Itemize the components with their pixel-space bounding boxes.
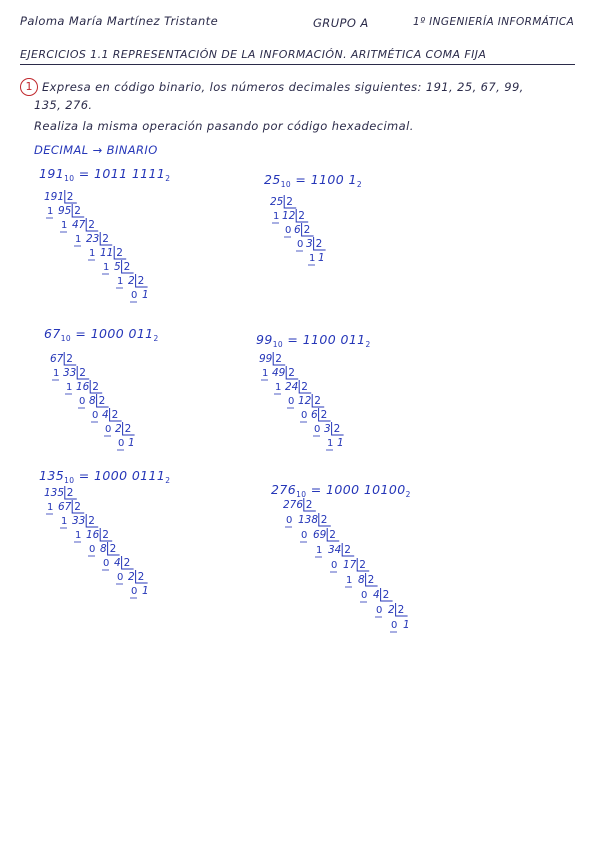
- remainder: 0: [288, 396, 295, 407]
- ladder-191: [44, 190, 149, 302]
- remainder: 0: [118, 438, 125, 449]
- divisor: 2: [88, 515, 95, 527]
- divisor: 2: [288, 367, 295, 379]
- quotient: 2: [128, 571, 135, 583]
- divisor: 2: [305, 499, 313, 511]
- remainder: 0: [361, 590, 368, 601]
- remainder: 0: [92, 410, 99, 421]
- quotient: 67: [50, 353, 64, 365]
- remainder: 0: [331, 560, 338, 571]
- remainder: 0: [79, 396, 86, 407]
- quotient: 16: [86, 529, 100, 541]
- remainder: 1: [262, 368, 269, 379]
- divisor: 2: [344, 544, 351, 556]
- quotient: 2: [388, 604, 395, 616]
- quotient: 69: [313, 529, 327, 541]
- remainder: 1: [309, 253, 316, 264]
- ladder-67: [50, 352, 135, 450]
- quotient: 47: [72, 219, 86, 231]
- remainder: 1: [47, 206, 54, 217]
- section-heading: DECIMAL → BINARIO: [34, 143, 158, 157]
- divisor: 2: [116, 247, 123, 259]
- divisor: 2: [74, 501, 81, 513]
- quotient: 11: [100, 247, 114, 259]
- ladder-276: [283, 498, 410, 632]
- quotient: 8: [89, 395, 96, 407]
- divisor: 2: [88, 219, 95, 231]
- quotient: 1: [142, 585, 149, 597]
- result-99: $99_{10} = 1100$ $011_2$: [256, 332, 371, 349]
- quotient: 1: [403, 619, 410, 631]
- remainder: 0: [301, 410, 308, 421]
- quotient: 2: [128, 275, 135, 287]
- remainder: 1: [275, 382, 282, 393]
- divisor: 2: [298, 210, 305, 222]
- divisor: 2: [66, 487, 74, 499]
- divisor: 2: [98, 395, 106, 407]
- divisor: 2: [303, 224, 311, 236]
- quotient: 33: [63, 367, 77, 379]
- divisor: 2: [66, 353, 73, 365]
- quotient: 276: [283, 499, 304, 511]
- quotient: 33: [72, 515, 86, 527]
- divisor: 2: [329, 529, 336, 541]
- divisor: 2: [367, 574, 375, 586]
- remainder: 0: [301, 530, 308, 541]
- author-name: Paloma María Martínez Tristante: [20, 14, 219, 28]
- divisor: 2: [397, 604, 405, 616]
- quotient: 4: [373, 589, 380, 601]
- divisor: 2: [102, 233, 109, 245]
- quotient: 99: [259, 353, 273, 365]
- quotient: 17: [343, 559, 357, 571]
- remainder: 1: [75, 530, 82, 541]
- divisor: 2: [74, 205, 81, 217]
- divisor: 2: [301, 381, 308, 393]
- quotient: 6: [311, 409, 318, 421]
- remainder: 1: [53, 368, 60, 379]
- divisor: 2: [111, 409, 119, 421]
- divisor: 2: [359, 559, 366, 571]
- quotient: 12: [282, 210, 296, 222]
- quotient: 8: [358, 574, 365, 586]
- divisor: 2: [315, 238, 323, 250]
- remainder: 1: [103, 262, 110, 273]
- divisor: 2: [123, 557, 131, 569]
- result-135: $135_{10} = 1000$ $0111_2$: [39, 468, 171, 485]
- quotient: 67: [58, 501, 72, 513]
- remainder: 0: [89, 544, 96, 555]
- divisor: 2: [92, 381, 99, 393]
- remainder: 1: [316, 545, 323, 556]
- quotient: 4: [102, 409, 109, 421]
- quotient: 138: [298, 514, 319, 526]
- exercise-line-1: Expresa en código binario, los números decimales siguientes: 191, 25, 67, 99,: [42, 80, 524, 94]
- quotient: 1: [142, 289, 149, 301]
- quotient: 1: [337, 437, 344, 449]
- exercise-line-2: 135, 276.: [34, 98, 93, 112]
- remainder: 1: [117, 276, 124, 287]
- quotient: 12: [298, 395, 312, 407]
- remainder: 0: [376, 605, 383, 616]
- quotient: 23: [86, 233, 100, 245]
- exercise-line-3: Realiza la misma operación pasando por código hexadecimal.: [34, 119, 414, 133]
- remainder: 1: [75, 234, 82, 245]
- remainder: 0: [286, 515, 293, 526]
- worksheet-title: EJERCICIOS 1.1 REPRESENTACIÓN DE LA INFORMACIÓN. ARITMÉTICA COMA FIJA: [20, 48, 487, 61]
- divisor: 2: [79, 367, 86, 379]
- divisor: 2: [137, 571, 145, 583]
- divisor: 2: [275, 353, 282, 365]
- remainder: 1: [327, 438, 334, 449]
- quotient: 34: [328, 544, 342, 556]
- quotient: 49: [272, 367, 286, 379]
- divisor: 2: [102, 529, 109, 541]
- quotient: 5: [114, 261, 121, 273]
- ladder-99: [259, 352, 344, 450]
- divisor: 2: [137, 275, 145, 287]
- ladder-25: [270, 195, 326, 265]
- divisor: 2: [320, 514, 328, 526]
- divisor: 2: [320, 409, 328, 421]
- divisor: 2: [109, 543, 117, 555]
- remainder: 0: [285, 225, 292, 236]
- remainder: 1: [61, 516, 68, 527]
- remainder: 0: [117, 572, 124, 583]
- remainder: 0: [131, 586, 138, 597]
- remainder: 0: [314, 424, 321, 435]
- remainder: 0: [297, 239, 304, 250]
- remainder: 1: [66, 382, 73, 393]
- quotient: 95: [58, 205, 72, 217]
- ladder-135: [44, 486, 149, 598]
- divisor: 2: [286, 196, 293, 208]
- result-25: $25_{10} = 1100$ $1_2$: [264, 172, 362, 189]
- exercise-number: 1: [20, 78, 38, 96]
- quotient: 25: [270, 196, 284, 208]
- group-label: GRUPO A: [313, 16, 369, 30]
- quotient: 6: [294, 224, 301, 236]
- result-67: $67_{10} = 1000$ $011_2$: [44, 326, 159, 343]
- quotient: 3: [324, 423, 331, 435]
- remainder: 0: [103, 558, 110, 569]
- divisor: 2: [124, 423, 132, 435]
- remainder: 1: [61, 220, 68, 231]
- remainder: 0: [131, 290, 138, 301]
- divisor: 2: [66, 191, 74, 203]
- quotient: 1: [318, 252, 325, 264]
- result-276: $276_{10} = 1000$ $10100_2$: [271, 482, 411, 499]
- quotient: 135: [44, 487, 65, 499]
- remainder: 0: [105, 424, 112, 435]
- remainder: 1: [346, 575, 353, 586]
- quotient: 2: [115, 423, 122, 435]
- quotient: 16: [76, 381, 90, 393]
- quotient: 24: [285, 381, 299, 393]
- divisor: 2: [314, 395, 321, 407]
- remainder: 0: [391, 620, 398, 631]
- quotient: 8: [100, 543, 107, 555]
- remainder: 1: [89, 248, 96, 259]
- remainder: 1: [273, 211, 280, 222]
- result-191: $191_{10} = 1011$ $1111_2$: [39, 166, 171, 183]
- remainder: 1: [47, 502, 54, 513]
- divisor: 2: [382, 589, 390, 601]
- quotient: 1: [128, 437, 135, 449]
- course-label: 1º INGENIERÍA INFORMÁTICA: [413, 16, 575, 28]
- quotient: 4: [114, 557, 121, 569]
- divisor: 2: [123, 261, 131, 273]
- quotient: 191: [44, 191, 65, 203]
- divisor: 2: [333, 423, 341, 435]
- quotient: 3: [306, 238, 313, 250]
